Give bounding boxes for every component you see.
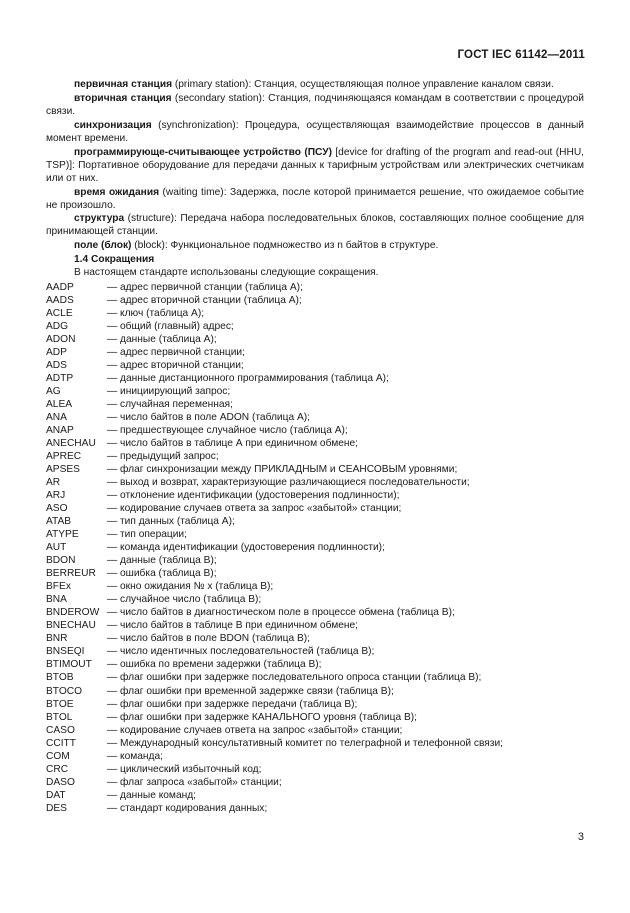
abbreviation-definition: — данные (таблица А); [107,333,217,345]
abbreviation-row [46,593,584,606]
definition-text: (synchronization): Процедура, осуществляющая взаимодействие процессов в данный момент времени. [46,119,584,144]
definition-term: программирующе-считывающее устройство (ПСУ) [74,146,332,158]
abbreviation-row [46,333,584,346]
definition-text: (waiting time): Задержка, после которой принимается решение, что ожидаемое событие не произошло. [46,186,584,211]
abbreviation-row [46,359,584,372]
abbreviation-code: ANA [46,411,67,423]
abbreviation-code: ARJ [46,490,66,502]
abbreviation-row [46,776,584,789]
page-number: 3 [577,831,584,843]
abbreviation-code: ANAP [46,424,74,436]
abbreviation-row [46,281,584,294]
abbreviation-code: AUT [46,542,67,554]
abbreviation-row [46,411,584,424]
definition-text: [device for drafting of the program and read-out (HHU, TSP)]: Портативное оборудование для передачи данных к тарифным устройствам или электрических счетчикам или от них. [46,146,585,184]
abbreviation-code: ADON [46,333,76,345]
definitions-list [46,78,584,252]
definition-term: поле (блок) [74,240,132,252]
abbreviation-row [46,619,584,632]
abbreviation-definition: — адрес вторичной станции; [107,359,244,371]
abbreviation-code: BTOL [46,711,73,723]
abbreviation-code: ADS [46,359,67,371]
abbreviation-definition: — ключ (таблица А); [107,307,205,319]
definition-term: вторичная станция [74,92,172,104]
abbreviation-definition: — число байтов в таблице В при единичном обмене; [107,620,358,632]
definition-paragraph [46,92,584,118]
abbreviation-definition: — данные команд; [107,789,197,801]
abbreviation-code: ATYPE [46,529,79,541]
abbreviation-definition: — тип операции; [107,529,187,541]
abbreviation-code: DASO [46,776,75,788]
abbreviation-definition: — стандарт кодирования данных; [107,802,268,814]
abbreviation-code: BFEx [46,581,71,593]
abbreviation-code: ADP [46,346,67,358]
abbreviation-code: ACLE [46,307,73,319]
abbreviation-code: CRC [46,763,69,775]
abbreviation-code: BTOE [46,698,74,710]
definition-text: (block): Функциональное подмножество из n байтов в структуре. [131,240,439,252]
abbreviation-code: BTOB [46,672,74,684]
abbreviation-definition: — число байтов в поле ADON (таблица А); [107,411,310,423]
abbreviation-code: CCITT [46,737,76,749]
abbreviation-definition: — флаг ошибки при задержке последовательного опроса станции (таблица В); [107,672,482,684]
abbreviation-row [46,320,584,333]
abbreviation-definition: — тип данных (таблица А); [107,516,235,528]
abbreviation-row [46,698,584,711]
abbreviation-code: ADG [46,320,69,332]
abbreviation-row [46,737,584,750]
abbreviation-row [46,750,584,763]
abbreviation-definition: — число идентичных последовательностей (таблица В); [107,646,375,658]
abbreviation-row [46,528,584,541]
abbreviation-row [46,671,584,684]
abbreviation-code: ASO [46,503,68,515]
abbreviation-definition: — флаг запроса «забытой» станции; [107,776,282,788]
definition-paragraph [46,212,584,238]
abbreviation-definition: — общий (главный) адрес; [107,320,234,332]
abbreviation-definition: — выход и возврат, характеризующие различающиеся последовательности; [107,477,470,488]
abbreviation-row [46,567,584,580]
abbreviation-row [46,711,584,724]
abbreviation-code: BNSEQI [46,646,85,658]
definition-text: (secondary station): Станция, подчиняющаяся командам в соответствии с процедурой связи. [46,92,584,117]
abbreviation-definition: — ошибка (таблица В); [107,568,217,580]
abbreviation-code: ATAB [46,516,72,528]
abbreviation-definition: — циклический избыточный код; [107,763,262,775]
abbreviation-definition: — данные дистанционного программирования (таблица А); [107,372,389,384]
abbreviation-code: BNECHAU [46,620,96,632]
abbreviation-row [46,385,584,398]
definition-paragraph [46,239,584,252]
abbreviation-code: AADP [46,281,74,293]
abbreviation-definition: — адрес первичной станции; [107,346,245,358]
document-body [46,78,584,815]
abbreviation-definition: — флаг ошибки при задержке КАНАЛЬНОГО уровня (таблица В); [107,711,417,723]
abbreviation-row [46,541,584,554]
abbreviation-code: APREC [46,450,82,462]
abbreviation-row [46,554,584,567]
document-header: ГОСТ IEC 61142—2011 [457,49,585,61]
abbreviation-definition: — отклонение идентификации (удостоверения подлинности); [107,490,400,502]
abbreviation-definition: — предшествующее случайное число (таблица А); [107,424,348,436]
abbreviation-row [46,450,584,463]
definition-paragraph [46,186,584,212]
abbreviation-code: BNDEROW [46,607,100,619]
definition-term: время ожидания [74,186,160,198]
abbreviation-definition: — Международный консультативный комитет по телеграфной и телефонной связи; [107,737,503,749]
abbreviation-code: BTIMOUT [46,659,92,671]
abbreviation-row [46,685,584,698]
abbreviation-definition: — окно ожидания № x (таблица В); [107,581,274,593]
abbreviation-row [46,294,584,307]
abbreviations-list [46,281,584,815]
definition-term: структура [74,213,125,225]
abbreviation-definition: — данные (таблица В); [107,555,217,567]
abbreviation-row [46,763,584,776]
abbreviation-definition: — адрес первичной станции (таблица А); [107,281,303,293]
abbreviation-code: ALEA [46,398,73,410]
definition-paragraph [46,146,584,185]
abbreviation-row [46,398,584,411]
abbreviation-definition: — команда; [107,750,163,762]
abbreviation-definition: — кодирование случаев ответа за запрос «забытой» станции; [107,503,402,515]
definition-paragraph [46,78,584,91]
abbreviation-code: AG [46,385,61,397]
abbreviation-definition: — число байтов в таблице А при единичном обмене; [107,437,358,449]
abbreviation-code: ANECHAU [46,437,96,449]
abbreviation-row [46,489,584,502]
abbreviation-code: AR [46,477,61,488]
definition-paragraph [46,119,584,145]
definition-term: синхронизация [74,119,152,131]
abbreviation-row [46,632,584,645]
abbreviation-row [46,724,584,737]
abbreviation-definition: — команда идентификации (удостоверения подлинности); [107,542,385,554]
abbreviation-code: DES [46,802,67,814]
abbreviation-row [46,658,584,671]
abbreviation-definition: — число байтов в диагностическом поле в процессе обмена (таблица В); [107,607,455,619]
abbreviation-code: ADTP [46,372,74,384]
abbreviation-code: APSES [46,463,80,475]
abbreviation-row [46,515,584,528]
abbreviation-definition: — ошибка по времени задержки (таблица В); [107,659,322,671]
abbreviation-code: CASO [46,724,75,736]
definition-term: первичная станция [74,79,173,90]
abbreviation-code: DAT [46,789,66,801]
abbreviation-row [46,580,584,593]
abbreviation-definition: — адрес вторичной станции (таблица А); [107,294,302,306]
abbreviation-code: BNR [46,633,68,645]
abbreviation-definition: — флаг ошибки при временной задержке связи (таблица В); [107,685,394,697]
abbreviation-definition: — случайная переменная; [107,398,233,410]
abbreviation-row [46,463,584,476]
abbreviation-definition: — флаг ошибки при задержке передачи (таблица В); [107,698,358,710]
section-intro: В настоящем стандарте использованы следующие сокращения. [74,267,379,279]
abbreviation-definition: — число байтов в поле BDON (таблица В); [107,633,310,645]
abbreviation-code: BNA [46,594,67,606]
abbreviation-row [46,802,584,815]
abbreviation-row [46,372,584,385]
abbreviation-row [46,346,584,359]
abbreviation-definition: — кодирование случаев ответа на запрос «забытой» станции; [107,724,403,736]
abbreviation-row [46,476,584,489]
section-heading: 1.4 Сокращения [74,254,155,266]
definition-text: (primary station): Станция, осуществляющая полное управление каналом связи. [172,79,554,90]
abbreviation-row [46,502,584,515]
abbreviation-definition: — инициирующий запрос; [107,385,231,397]
abbreviation-definition: — случайное число (таблица В); [107,594,262,606]
abbreviation-row [46,606,584,619]
abbreviation-code: AADS [46,294,74,306]
definition-text: (structure): Передача набора последовательных блоков, составляющих полное сообщение для принимающей станции. [46,213,584,238]
abbreviation-row [46,789,584,802]
abbreviation-definition: — флаг синхронизации между ПРИКЛАДНЫМ и СЕАНСОВЫМ уровнями; [107,463,458,475]
abbreviation-code: BDON [46,555,76,567]
abbreviation-code: COM [46,750,70,762]
abbreviation-row [46,437,584,450]
abbreviation-definition: — предыдущий запрос; [107,450,219,462]
abbreviation-code: BTOCO [46,685,83,697]
abbreviation-row [46,307,584,320]
abbreviation-row [46,645,584,658]
abbreviation-row [46,424,584,437]
abbreviation-code: BERREUR [46,568,96,580]
